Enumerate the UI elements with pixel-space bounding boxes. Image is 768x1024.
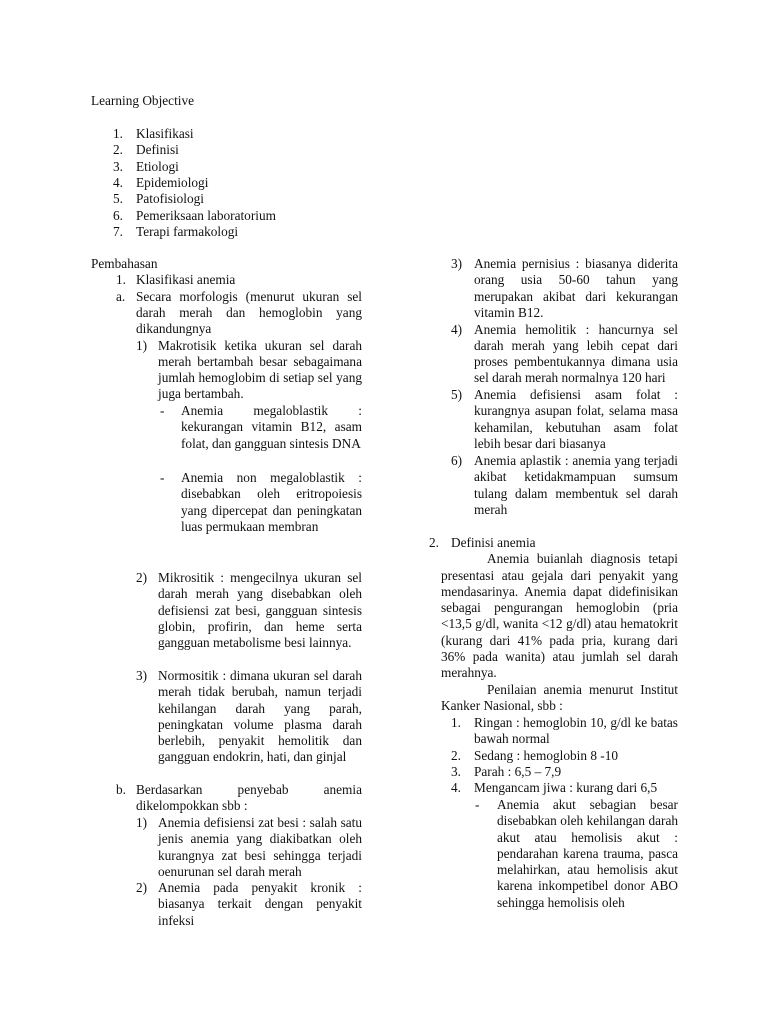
list-number: 1. — [113, 126, 123, 141]
subsection-marker-a: a. — [116, 288, 126, 304]
penyakit-kronik-text: Anemia pada penyakit kronik : biasanya terkait dengan penyakit infeksi — [158, 880, 362, 928]
dash-marker: - — [160, 470, 165, 485]
definisi-paragraph: Anemia buianlah diagnosis tetapi presentasi atau gejala dari penyakit yang mendasarinya. Anemia dapat didefinisikan sebagai pengurangan hemoglobin (pria <13,5 g/dl, wanita <12 g/dl) atau hematokrit (kurang dari 41% pada pria, kurang dari 36% pada wanita) atau jumlah sel darah merahnya. — [441, 551, 678, 681]
subsection-a-text: Secara morfologis (menurut ukuran sel darah merah dan hemoglobin yang dikandungnya — [136, 288, 362, 337]
section-number: 2. — [429, 535, 439, 550]
list-item-label: Epidemiologi — [136, 174, 209, 190]
penilaian-paragraph: Penilaian anemia menurut Institut Kanker Nasional, sbb : — [441, 682, 678, 714]
hemolitik-text: Anemia hemolitik : hancurnya sel darah merah yang lebih cepat dari proses pembentukannya dimana usia sel darah merah normalnya 120 hari — [474, 321, 678, 386]
item-number: 6) — [451, 453, 463, 468]
learning-objective-title: Learning Objective — [91, 93, 195, 108]
section-title-klasifikasi: Klasifikasi anemia — [136, 272, 236, 288]
normositik-text: Normositik : dimana ukuran sel darah merah tidak berubah, namun terjadi kehilangan darah yang parah, peningkatan volume plasma darah berlebih, penyakit hemolitik dan gangguan endokrin, hati, dan ginjal — [158, 668, 362, 765]
list-number: 3. — [113, 158, 123, 174]
item-number: 2) — [136, 570, 148, 585]
defisiensi-besi-text: Anemia defisiensi zat besi : salah satu jenis anemia yang diakibatkan oleh kurangnya zat besi sehingga terjadi oenurunan sel darah merah — [158, 815, 362, 879]
list-number: 5. — [113, 191, 123, 207]
item-number: 5) — [451, 387, 463, 402]
pernisius-text: Anemia pernisius : biasanya diderita orang usia 50-60 tahun yang merupakan akibat dari kekurangan vitamin B12. — [474, 256, 678, 320]
section-title-definisi: Definisi anemia — [451, 535, 536, 550]
item-number: 1) — [136, 815, 148, 830]
subsection-marker-b: b. — [116, 782, 126, 797]
anemia-akut-text: Anemia akut sebagian besar disebabkan oleh kehilangan darah akut atau hemolisis akut : pendarahan karena trauma, pasca melahirkan, atau hemolisis akut karena inkompetibel donor ABO sehingga hemolisis oleh — [497, 797, 678, 910]
grade-parah-text: Parah : 6,5 – 7,9 — [474, 763, 562, 779]
grade-mengancam-text: Mengancam jiwa : kurang dari 6,5 — [474, 780, 658, 796]
section-number: 1. — [116, 272, 126, 288]
item-number: 2) — [136, 880, 148, 895]
list-number: 6. — [113, 207, 123, 223]
megaloblastik-text: Anemia megaloblastik : kekurangan vitamin B12, asam folat, dan gangguan sintesis DNA — [181, 403, 362, 451]
list-item-label: Klasifikasi — [136, 126, 194, 141]
item-number: 4) — [451, 321, 463, 337]
makrositik-text: Makrotisik ketika ukuran sel darah merah bertambah besar sebagaimana jumlah hemoglobim di setiap sel yang juga bertambah. — [158, 337, 362, 402]
mikrositik-text: Mikrositik : mengecilnya ukuran sel darah merah yang disebabkan oleh defisiensi zat besi, gangguan sintesis globin, profirin, dan heme serta gangguan metabolisme besi lainnya. — [158, 570, 362, 651]
list-item-label: Definisi — [136, 142, 179, 158]
list-number: 4. — [113, 174, 123, 190]
list-item-label: Pemeriksaan laboratorium — [136, 207, 276, 223]
grade-number: 3. — [451, 763, 461, 779]
list-number: 7. — [113, 223, 123, 239]
grade-ringan-text: Ringan : hemoglobin 10, g/dl ke batas bawah normal — [474, 715, 678, 747]
dash-marker: - — [475, 797, 480, 812]
grade-sedang-text: Sedang : hemoglobin 8 -10 — [474, 747, 619, 763]
dash-marker: - — [160, 403, 165, 418]
list-item-label: Etiologi — [136, 158, 179, 174]
list-number: 2. — [113, 142, 123, 158]
list-item-label: Terapi farmakologi — [136, 223, 239, 239]
grade-number: 4. — [451, 780, 461, 796]
pembahasan-title: Pembahasan — [91, 256, 158, 271]
subsection-b-text: Berdasarkan penyebab anemia dikelompokkan sbb : — [136, 782, 362, 814]
non-megaloblastik-text: Anemia non megaloblastik : disebabkan oleh eritropoiesis yang dipercepat dan peningkatan luas permukaan membran — [181, 470, 362, 534]
item-number: 3) — [136, 668, 148, 683]
list-item-label: Patofisiologi — [136, 191, 204, 207]
item-number: 3) — [451, 256, 463, 271]
grade-number: 1. — [451, 715, 461, 730]
defisiensi-folat-text: Anemia defisiensi asam folat : kurangnya asupan folat, selama masa kehamilan, kebutuhan asam folat lebih besar dari biasanya — [474, 387, 678, 451]
right-column — [384, 0, 768, 1024]
item-number: 1) — [136, 337, 148, 353]
grade-number: 2. — [451, 747, 461, 763]
aplastik-text: Anemia aplastik : anemia yang terjadi akibat ketidakmampuan sumsum tulang dalam membentuk sel darah merah — [474, 453, 678, 517]
